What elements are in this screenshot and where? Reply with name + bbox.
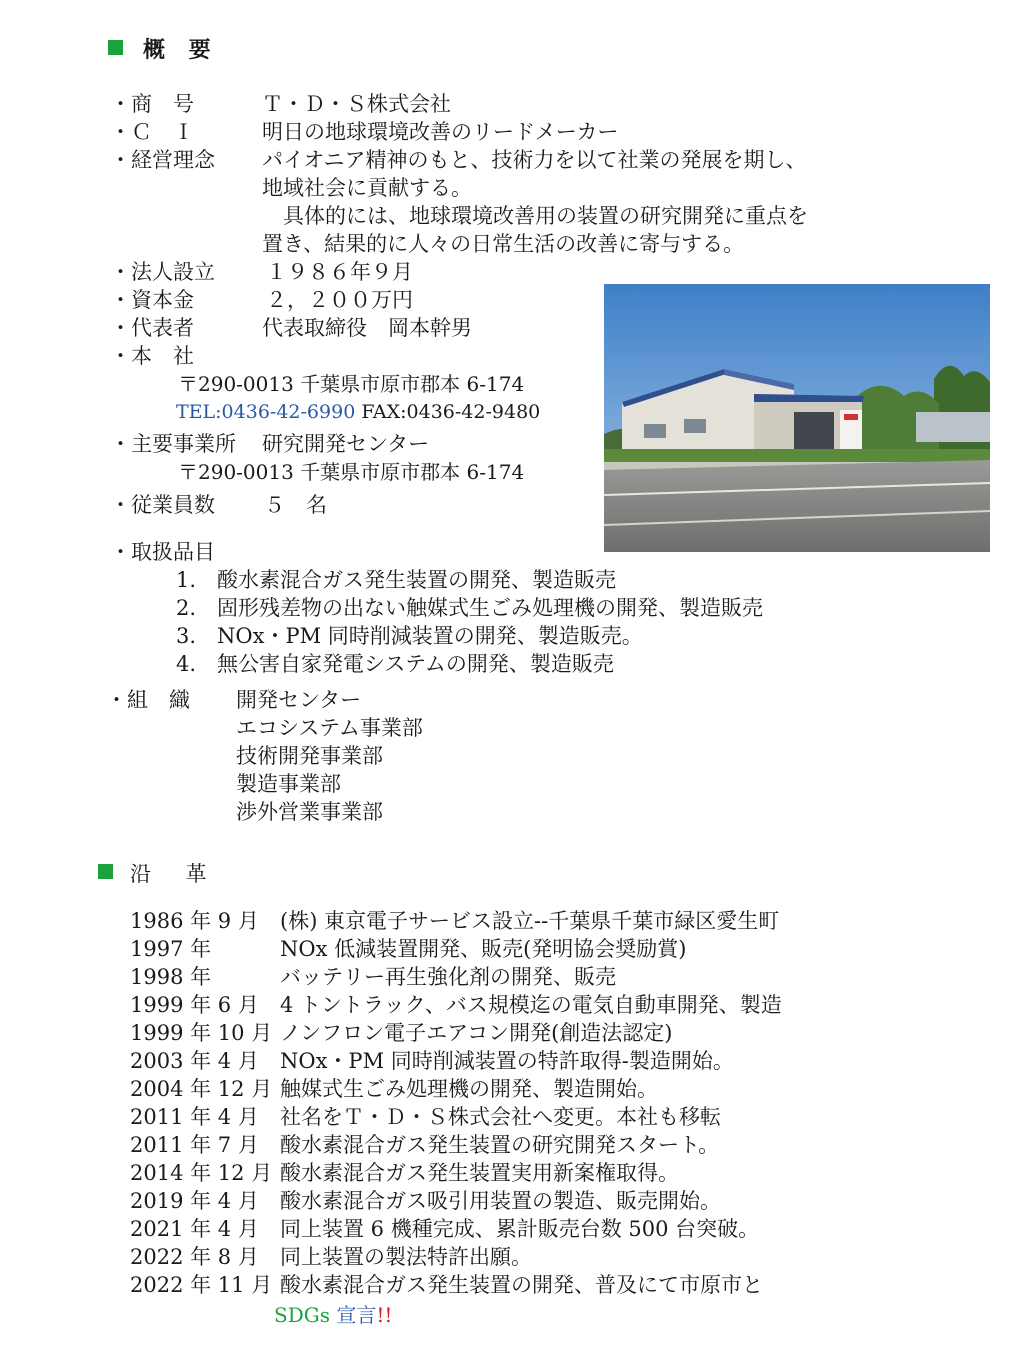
history-date: 2014 年 12 月 bbox=[130, 1161, 273, 1185]
organization-unit: 開発センター bbox=[236, 688, 362, 712]
capital-label: ・資本金 bbox=[110, 288, 194, 312]
organization-label: ・組 織 bbox=[106, 688, 190, 712]
head-office-label: ・本 社 bbox=[110, 344, 194, 368]
history-event: 4 トントラック、バス規模迄の電気自動車開発、製造 bbox=[280, 993, 782, 1017]
history-event: (株) 東京電子サービス設立--千葉県千葉市緑区愛生町 bbox=[280, 909, 780, 933]
history-date: 1998 年 bbox=[130, 965, 212, 989]
history-event: 酸水素混合ガス発生装置の研究開発スタート。 bbox=[280, 1133, 720, 1157]
founded-value: １９８６年９月 bbox=[266, 260, 413, 284]
history-date: 2021 年 4 月 bbox=[130, 1217, 259, 1241]
history-heading: 沿 革 bbox=[130, 862, 221, 886]
history-date: 1986 年 9 月 bbox=[130, 909, 259, 933]
product-item: 3. NOx・PM 同時削減装置の開発、製造販売。 bbox=[176, 624, 643, 648]
main-office-label: ・主要事業所 bbox=[110, 432, 236, 456]
history-event: バッテリー再生強化剤の開発、販売 bbox=[280, 965, 616, 989]
history-date: 1999 年 10 月 bbox=[130, 1021, 273, 1045]
ci-value: 明日の地球環境改善のリードメーカー bbox=[262, 120, 619, 144]
history-event: NOx 低減装置開発、販売(発明協会奨励賞) bbox=[280, 937, 687, 961]
history-date: 2022 年 11 月 bbox=[130, 1273, 273, 1297]
founded-label: ・法人設立 bbox=[110, 260, 215, 284]
history-event: 同上装置 6 機種完成、累計販売台数 500 台突破。 bbox=[280, 1217, 760, 1241]
history-date: 1997 年 bbox=[130, 937, 212, 961]
history-event: 同上装置の製法特許出願。 bbox=[280, 1245, 532, 1269]
philosophy-line: 具体的には、地球環境改善用の装置の研究開発に重点を bbox=[262, 204, 808, 228]
history-event: 触媒式生ごみ処理機の開発、製造開始。 bbox=[280, 1077, 658, 1101]
organization-unit: 製造事業部 bbox=[236, 772, 341, 796]
philosophy-line: パイオニア精神のもと、技術力を以て社業の発展を期し、 bbox=[262, 148, 807, 172]
philosophy-line: 地域社会に貢献する。 bbox=[262, 176, 472, 200]
history-event: 酸水素混合ガス発生装置の開発、普及にて市原市と bbox=[280, 1273, 763, 1297]
sdgs-text: SDGs bbox=[274, 1303, 330, 1327]
organization-unit: 渉外営業事業部 bbox=[236, 800, 383, 824]
history-event: 社名をＴ・Ｄ・Ｓ株式会社へ変更。本社も移転 bbox=[280, 1105, 721, 1129]
history-date: 2004 年 12 月 bbox=[130, 1077, 273, 1101]
history-date: 2019 年 4 月 bbox=[130, 1189, 259, 1213]
product-item: 1. 酸水素混合ガス発生装置の開発、製造販売 bbox=[176, 568, 617, 592]
history-date: 2003 年 4 月 bbox=[130, 1049, 259, 1073]
history-event: ノンフロン電子エアコン開発(創造法認定) bbox=[280, 1021, 673, 1045]
history-date: 2011 年 7 月 bbox=[130, 1133, 259, 1157]
history-event: NOx・PM 同時削減装置の特許取得-製造開始。 bbox=[280, 1049, 734, 1073]
head-office-address: 〒290-0013 千葉県市原市郡本 6-174 bbox=[178, 372, 525, 396]
section-marker-overview bbox=[108, 40, 123, 55]
sengen-text: 宣言 bbox=[336, 1303, 377, 1327]
products-label: ・取扱品目 bbox=[110, 540, 215, 564]
company-label: ・商 号 bbox=[110, 92, 194, 116]
product-item: 2. 固形残差物の出ない触媒式生ごみ処理機の開発、製造販売 bbox=[176, 596, 764, 620]
tel-number: TEL:0436-42-6990 bbox=[176, 401, 356, 423]
employees-label: ・従業員数 bbox=[110, 493, 215, 517]
ci-label: ・Ｃ Ｉ bbox=[110, 120, 194, 144]
philosophy-line: 置き、結果的に人々の日常生活の改善に寄与する。 bbox=[262, 232, 745, 256]
history-date: 2011 年 4 月 bbox=[130, 1105, 259, 1129]
organization-unit: エコシステム事業部 bbox=[236, 716, 423, 740]
fax-number: FAX:0436-42-9480 bbox=[361, 401, 541, 423]
history-event: 酸水素混合ガス発生装置実用新案権取得。 bbox=[280, 1161, 679, 1185]
main-office-value: 研究開発センター bbox=[262, 432, 430, 456]
main-office-address: 〒290-0013 千葉県市原市郡本 6-174 bbox=[178, 460, 525, 484]
product-item: 4. 無公害自家発電システムの開発、製造販売 bbox=[176, 652, 614, 676]
history-event: 酸水素混合ガス吸引用装置の製造、販売開始。 bbox=[280, 1189, 721, 1213]
representative-value: 代表取締役 岡本幹男 bbox=[262, 316, 472, 340]
employees-value: ５ 名 bbox=[264, 493, 327, 517]
company-value: Ｔ・Ｄ・Ｓ株式会社 bbox=[262, 92, 451, 116]
organization-unit: 技術開発事業部 bbox=[236, 744, 383, 768]
representative-label: ・代表者 bbox=[110, 316, 194, 340]
history-date: 2022 年 8 月 bbox=[130, 1245, 259, 1269]
history-date: 1999 年 6 月 bbox=[130, 993, 259, 1017]
capital-value: ２，２００万円 bbox=[266, 288, 413, 312]
overview-heading: 概 要 bbox=[143, 38, 219, 63]
company-building-photo bbox=[604, 284, 990, 552]
philosophy-label: ・経営理念 bbox=[110, 148, 215, 172]
section-marker-history bbox=[98, 864, 113, 879]
contact-line bbox=[176, 398, 540, 426]
exclamation-text: !! bbox=[376, 1303, 393, 1327]
sdgs-declaration bbox=[274, 1301, 392, 1329]
